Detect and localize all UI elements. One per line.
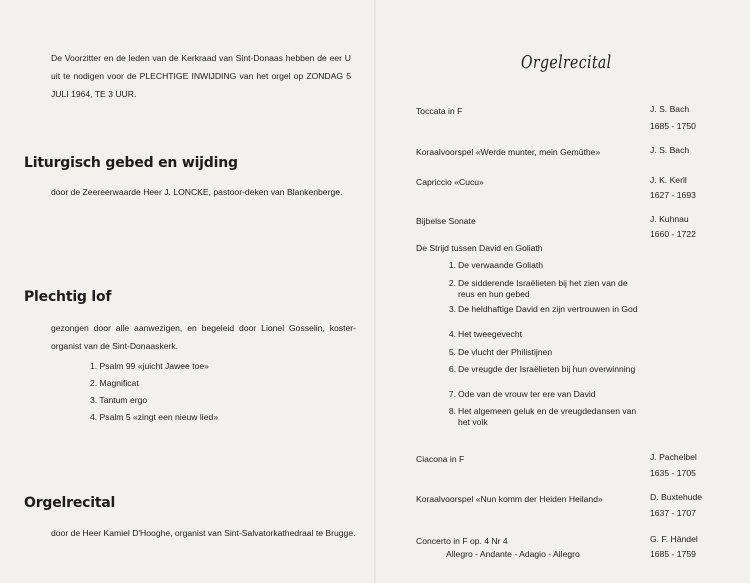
composer-years: 1637 - 1707 [650,508,696,518]
section-heading-liturgy: Liturgisch gebed en wijding [24,155,238,171]
piece-title: Ciacona in F [416,454,465,464]
liturgy-text: door de Zeereerwaarde Heer J. LONCKE, pastoor-deken van Blankenberge. [51,187,343,197]
program-title: Orgelrecital [521,52,612,73]
hymn-item: 2. Magnificat [90,378,139,388]
composer-name: J. Pachelbel [650,452,697,462]
composer-name: D. Buxtehude [650,492,703,502]
composer-name: J. S. Bach [650,145,690,155]
section-heading-recital: Orgelrecital [24,495,116,511]
piece-title: Koraalvoorspel «Werde munter, mein Gemüthe» [416,147,601,157]
composer-name: G. F. Händel [650,534,698,544]
composer-name: J. S. Bach [650,104,690,114]
piece-title: Capriccio «Cucu» [416,177,484,187]
piece-title: De Strijd tussen David en Goliath [416,243,543,253]
composer-years: 1685 - 1759 [650,549,696,559]
hymn-item: 4. Psalm 5 «zingt een nieuw lied» [90,412,219,422]
section-heading-lof: Plechtig lof [24,289,112,305]
lof-text: gezongen door alle aanwezigen, en begeleid door Lionel Gosselin, koster-organist van de Sint-Donaaskerk. [51,323,356,351]
composer-name: J. K. Kerll [650,175,687,185]
composer-years: 1635 - 1705 [650,468,696,478]
piece-title: Toccata in F [416,106,463,116]
program-sheet: De Voorzitter en de leden van de Kerkraad van Sint-Donaas hebben de eer U uit te nodigen voor de PLECHTIGE INWIJDING van het orgel op ZONDAG 5 JULI 1964, TE 3 UUR. Liturgisch gebed en wijding door de Zeereerwaarde Heer J. LONCKE, pastoor-deken van Blankenberge. Plechtig lof gezongen door alle aanwezigen, en begeleid door Lionel Gosselin, koster-organist van de Sint-Donaaskerk. 1. Psalm 99 «juicht Jawee toe» 2. Magnificat 3. Tantum ergo 4. Psalm 5 «zingt een nieuw lied» Orgelrecital door de Heer Kamiel D'Hooghe, organist van Sint-Salvatorkathedraal te Brugge. Orgelrecital Toccata in F J. S. Bach 1685 - 1750 Koraalvoorspel «Werde munter, mein Gemüthe» J. S. Bach Capriccio «Cucu» J. K. Kerll 1627 - 1693 Bijbelse Sonate J. Kuhnau 1660 - 1722 De Strijd tussen David en Goliath 1. De verwaande Goliath 2. De sidderende Israëlieten bij het zien van de reus en hun gebed 3. De heldhaftige David en zijn vertrouwen in God 4. Het tweegevecht 5. De vlucht der Philistijnen 6. De vreugde der Israëlieten bij hun overwinning 7. Ode van de vrouw ter ere van David 8. Het algemeen geluk en de vreugdedansen van het volk Ciacona in F J. Pachelbel 1635 - 1705 Koraalvoorspel «Nun komm der Heiden Heiland» D. Buxtehude 1637 - 1707 Concerto in F op. 4 Nr 4 Allegro - Andante - Adagio - Allegro G. F. Händel 1685 - 1759 [0,0,750,583]
hymn-item: 3. Tantum ergo [90,395,148,405]
composer-years: 1660 - 1722 [650,229,696,239]
composer-years: 1685 - 1750 [650,121,696,131]
composer-years: 1627 - 1693 [650,190,696,200]
piece-title: Bijbelse Sonate [416,216,476,226]
invitation-text: De Voorzitter en de leden van de Kerkraad van Sint-Donaas hebben de eer U uit te nodigen voor de PLECHTIGE INWIJDING van het orgel op ZONDAG 5 JULI 1964, TE 3 UUR. [51,53,351,99]
recital-text: door de Heer Kamiel D'Hooghe, organist van Sint-Salvatorkathedraal te Brugge. [51,528,356,538]
piece-subtitle: Allegro - Andante - Adagio - Allegro [446,549,580,559]
piece-title: Concerto in F op. 4 Nr 4 [416,536,508,546]
piece-title: Koraalvoorspel «Nun komm der Heiden Heiland» [416,494,603,504]
composer-name: J. Kuhnau [650,214,689,224]
hymn-item: 1. Psalm 99 «juicht Jawee toe» [90,361,209,371]
page-fold [374,0,376,583]
